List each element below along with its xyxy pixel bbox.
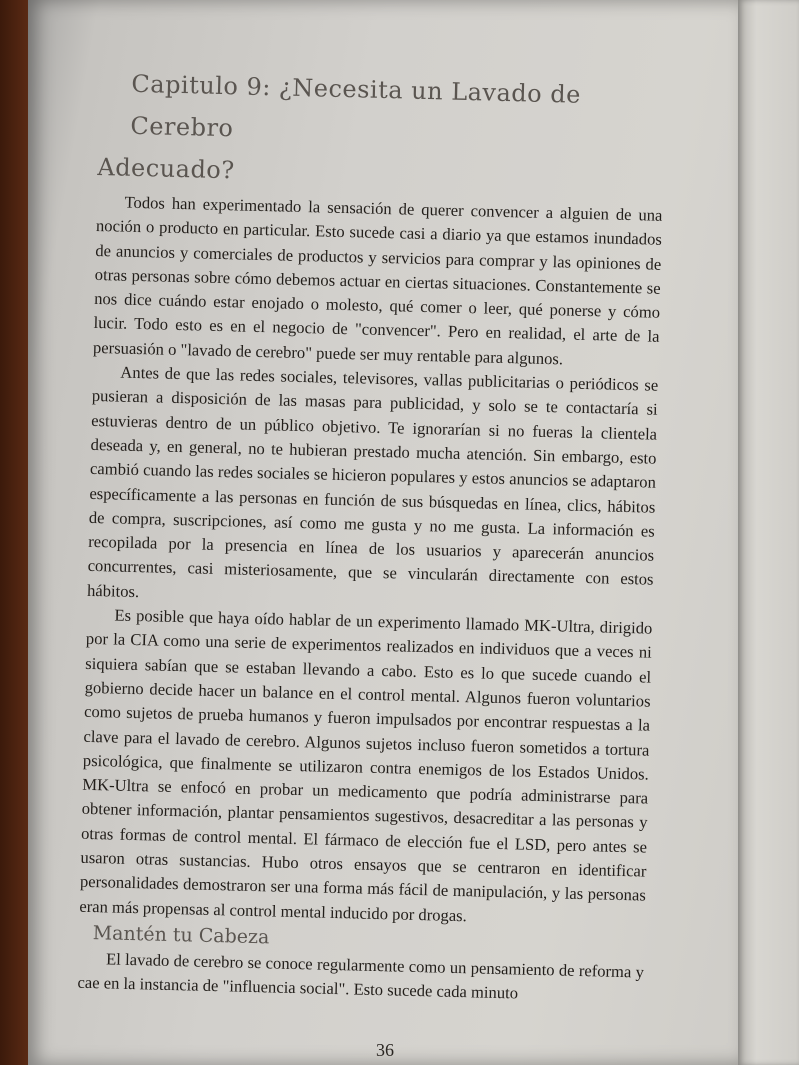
- section-paragraph: El lavado de cerebro se conoce regularmente como un pensamiento de reforma y cae en la instancia de "influencia social". Esto sucede cada minuto: [77, 949, 645, 1003]
- chapter-title: [97, 62, 666, 202]
- paragraph-1: Todos han experimentado la sensación de querer convencer a alguien de una noción o producto en particular. Esto sucede casi a diario ya que estamos inundados de anuncios y comerciales de productos y servicios para comprar y las opiniones de otras personas sobre cómo debemos actuar en ciertas situaciones. Constantemente se nos dice cuándo estar enojado o molesto, qué comer o leer, qué ponerse y cómo lucir. Todo esto es en el negocio de "convencer". Pero en realidad, el arte de la persuasión o "lavado de cerebro" puede ser muy rentable para algunos.: [92, 192, 663, 369]
- chapter-title-line2: Adecuado?: [97, 152, 236, 185]
- section-heading: Mantén tu Cabeza: [92, 921, 270, 949]
- page-number: 36: [376, 1040, 394, 1060]
- next-page-edge: [738, 0, 799, 1065]
- paragraph-2: Antes de que las redes sociales, televisores, vallas publicitarias o periódicos se pusieran a disposición de las masas para publicidad, y solo se te contactaría si estuvieras dentro de un público objetivo. Te ignorarían si no fueras la clientela deseada y, en general, no te hubieran prestado mucha atención. Sin embargo, esto cambió cuando las redes sociales se hicieron populares y estos anuncios se adaptaron específicamente a las personas en función de sus búsquedas en línea, clics, hábitos de compra, suscripciones, así como me gusta y no me gusta. La información es recopilada por la presencia en línea de los usuarios y aparecerán anuncios concurrentes, casi misteriosamente, que se vincularán directamente con estos hábitos.: [86, 362, 659, 601]
- paragraph-3: Es posible que haya oído hablar de un experimento llamado MK-Ultra, dirigido por la CIA como una serie de experimentos realizados en individuos que a veces ni siquiera sabían que se estaban llevando a cabo. Esto es lo que sucede cuando el gobierno decide hacer un balance en el control mental. Algunos fueron voluntarios como sujetos de prueba humanos y fueron impulsados por encontrar respuestas a la clave para el lavado de cerebro. Algunos sujetos incluso fueron sometidos a tortura psicológica, que finalmente se utilizaron contra enemigos de los Estados Unidos. MK-Ultra se enfocó en probar un medicamento que podría administrarse para obtener información, plantar pensamientos sugestivos, desacreditar a las personas y otras formas de control mental. El fármaco de elección fue el LSD, pero antes se usaron otras sustancias. Hubo otros ensayos que se centraron en identificar personalidades demostraron ser una forma más fácil de manipulación, y las personas eran más propensas al control mental inducido por drogas.: [79, 605, 653, 925]
- chapter-title-line1: Capitulo 9: ¿Necesita un Lavado de Cerebro: [130, 69, 582, 143]
- page-text-block: [77, 62, 666, 1009]
